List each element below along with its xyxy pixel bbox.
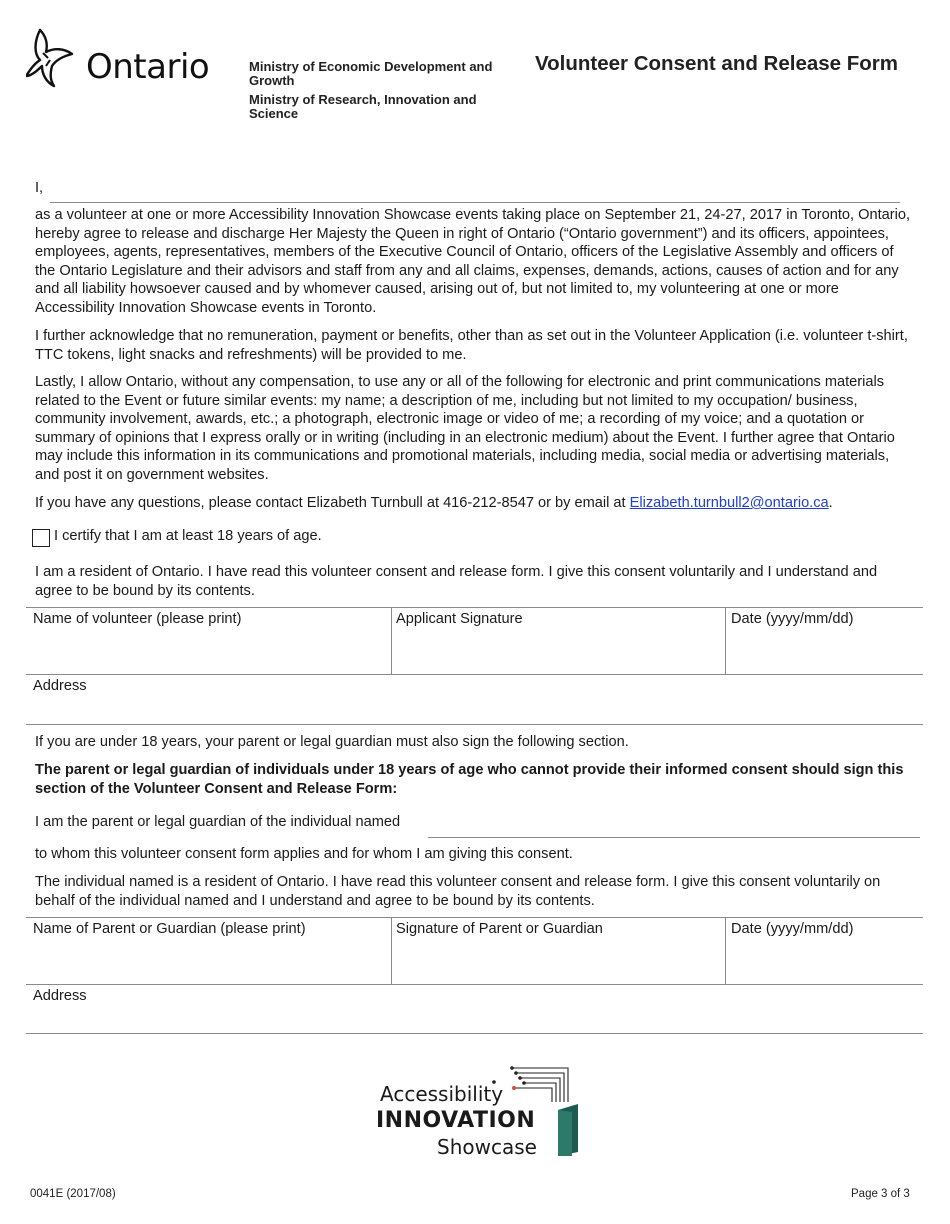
guardian-table-divider <box>391 917 392 984</box>
volunteer-resident-paragraph: I am a resident of Ontario. I have read this volunteer consent and release form. I give this consent voluntarily and I understand and agree to be bound by its contents. <box>35 564 878 599</box>
guardian-address-field[interactable]: Address <box>33 988 87 1004</box>
age-certify-checkbox[interactable] <box>32 529 50 547</box>
guardian-named-input[interactable] <box>428 818 920 838</box>
form-number: 0041E (2017/08) <box>30 1188 116 1200</box>
guardian-intro: If you are under 18 years, your parent or legal guardian must also sign the following section. <box>35 734 629 750</box>
contact-end: . <box>828 495 833 511</box>
volunteer-table-mid-rule <box>26 674 923 675</box>
guardian-signature-field[interactable]: Signature of Parent or Guardian <box>396 921 603 937</box>
volunteer-table-bottom-rule <box>26 724 923 725</box>
volunteer-address-field[interactable]: Address <box>33 678 87 694</box>
age-certify-label: I certify that I am at least 18 years of age. <box>54 528 322 544</box>
volunteer-table-divider <box>391 607 392 674</box>
guardian-name-field[interactable]: Name of Parent or Guardian (please print) <box>33 921 306 937</box>
applicant-signature-field[interactable]: Applicant Signature <box>396 611 523 627</box>
i-prefix: I, <box>35 180 44 196</box>
guardian-applies: to whom this volunteer consent form applies and for whom I am giving this consent. <box>35 846 573 862</box>
guardian-date-field[interactable]: Date (yyyy/mm/dd) <box>731 921 854 937</box>
volunteer-name-input[interactable] <box>50 184 900 203</box>
ministry-name-1: Ministry of Economic Development and Growth <box>249 59 493 88</box>
volunteer-name-field[interactable]: Name of volunteer (please print) <box>33 611 242 627</box>
logo-line-innovation: INNOVATION <box>376 1108 536 1133</box>
logo-line-showcase: Showcase <box>437 1135 537 1159</box>
volunteer-table-divider <box>725 607 726 674</box>
guardian-named-label: I am the parent or legal guardian of the individual named <box>35 814 401 830</box>
ontario-wordmark: Ontario <box>86 47 210 87</box>
ministry-name-2: Ministry of Research, Innovation and Science <box>249 92 477 121</box>
guardian-table-top-rule <box>26 917 923 918</box>
guardian-resident-paragraph: The individual named is a resident of Ontario. I have read this volunteer consent and release form. I give this consent voluntarily on behalf of the individual named and I understand and agree to be bound by its contents. <box>35 874 881 909</box>
ontario-logo <box>26 26 216 90</box>
logo-line-accessibility: Accessibility <box>380 1082 504 1106</box>
volunteer-date-field[interactable]: Date (yyyy/mm/dd) <box>731 611 854 627</box>
guardian-table-mid-rule <box>26 984 923 985</box>
contact-text: If you have any questions, please contact Elizabeth Turnbull at 416-212-8547 or by email at <box>35 495 630 511</box>
guardian-table-bottom-rule <box>26 1033 923 1034</box>
communications-paragraph: Lastly, I allow Ontario, without any compensation, to use any or all of the following for electronic and print communications materials related to the Event or future similar events: my name; a description of me, including but not limited to my occupation/ business, community involvement, awards, etc.; a photograph, electronic image or video of me; a recording of my voice; and a quotation or summary of opinions that I express orally or in writing (including in an electronic medium) about the Event. I further agree that Ontario may include this information in its communications and promotional materials, including media, social media or advertising materials, and post it on government websites. <box>35 374 895 483</box>
page-number: Page 3 of 3 <box>851 1188 910 1200</box>
form-title: Volunteer Consent and Release Form <box>535 52 899 75</box>
release-paragraph: as a volunteer at one or more Accessibility Innovation Showcase events taking place on September 21, 24-27, 2017 in Toronto, Ontario, hereby agree to release and discharge Her Majesty the Queen in right of Ontario (“Ontario government”) and its officers, appointees, employees, agents, representatives, members of the Executive Council of Ontario, officers of the Legislative Assembly and officers of the Ontario Legislature and their advisors and staff from any and all claims, expenses, demands, actions, causes of action and for any and all liability howsoever caused and by whomever caused, arising out of, but not limited to, my volunteering at one or more Accessibility Innovation Showcase events in Toronto. <box>35 207 911 316</box>
contact-email-link[interactable]: Elizabeth.turnbull2@ontario.ca <box>629 495 829 511</box>
trillium-icon <box>26 26 86 90</box>
guardian-table-divider <box>725 917 726 984</box>
guardian-notice: The parent or legal guardian of individuals under 18 years of age who cannot provide their informed consent should sign this section of the Volunteer Consent and Release Form: <box>35 762 904 797</box>
contact-paragraph <box>35 494 915 513</box>
accessibility-innovation-showcase-logo <box>376 1062 596 1162</box>
volunteer-table-top-rule <box>26 607 923 608</box>
remuneration-paragraph: I further acknowledge that no remuneration, payment or benefits, other than as set out in the Volunteer Application (i.e. volunteer t-shirt, TTC tokens, light snacks and refreshments) will be provided to me. <box>35 328 908 363</box>
